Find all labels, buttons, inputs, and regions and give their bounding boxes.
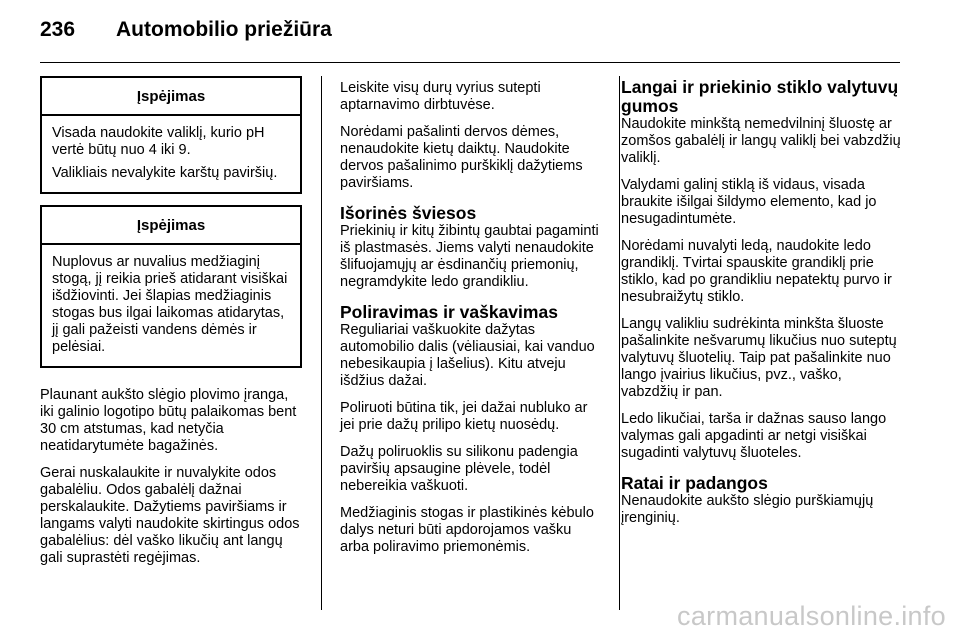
paragraph: Leiskite visų durų vyrius sutepti aptarnavimo dirbtuvėse. xyxy=(340,80,541,113)
page-title: Automobilio priežiūra xyxy=(116,18,332,41)
section-polishing xyxy=(340,303,602,556)
paragraph: Langų valikliu sudrėkinta minkšta šluoste pašalinkite nešvarumų likučius nuo suteptų valytuvų šluotelių. Taip pat pašalinkite nuo lango įvairius likučius, pvz., vaško, vabzdžių ir pan. xyxy=(621,316,897,400)
column-1-text xyxy=(40,379,302,567)
header-rule xyxy=(40,62,900,63)
warning-text: Visada naudokite valiklį, kurio pH vertė būtų nuo 4 iki 9. xyxy=(52,125,265,158)
paragraph: Valydami galinį stiklą iš vidaus, visada braukite išilgai šildymo elemento, kad jo nesugadintumėte. xyxy=(621,177,877,227)
column-3 xyxy=(621,76,903,537)
paragraph: Norėdami pašalinti dervos dėmes, nenaudokite kietų daiktų. Naudokite dervos pašalinimo purškiklį dažytiems paviršiams. xyxy=(340,124,583,191)
watermark: carmanualsonline.info xyxy=(677,601,946,631)
section-heading: Ratai ir padangos xyxy=(621,473,768,493)
column-2-intro xyxy=(340,80,602,192)
column-1 xyxy=(40,76,302,577)
section-exterior-lights xyxy=(340,204,602,291)
paragraph: Medžiaginis stogas ir plastikinės kėbulo dalys neturi būti apdorojamos vašku arba poliravimo priemonėmis. xyxy=(340,505,594,555)
paragraph: Ledo likučiai, tarša ir dažnas sauso lango valymas gali apgadinti ar netgi visiškai sugadinti valytuvų šluoteles. xyxy=(621,411,887,461)
paragraph: Nenaudokite aukšto slėgio purškiamųjų įrenginių. xyxy=(621,493,874,526)
paragraph: Gerai nuskalaukite ir nuvalykite odos gabalėliu. Odos gabalėlį dažnai perskalaukite. Dažytiems paviršiams ir langams valyti naudokite skirtingus odos gabalėlius: dėl vaško likučių ant langų gali suprastėti regėjimas. xyxy=(40,465,300,566)
warning-box-roof xyxy=(40,205,302,368)
warning-body xyxy=(42,116,300,192)
warning-title: Įspėjimas xyxy=(42,78,300,116)
column-2 xyxy=(340,76,602,566)
paragraph: Dažų poliruoklis su silikonu padengia paviršių apsaugine plėvele, todėl nebereikia vaškuoti. xyxy=(340,444,578,494)
section-heading: Poliravimas ir vaškavimas xyxy=(340,302,558,322)
warning-box-ph xyxy=(40,76,302,194)
paragraph: Norėdami nuvalyti ledą, naudokite ledo grandiklį. Tvirtai spauskite grandiklį prie stiklo, kad po grandikliu nepatektų purvo ir nesubraižytų stiklo. xyxy=(621,238,892,305)
column-divider-2 xyxy=(619,76,620,610)
section-heading: Išorinės šviesos xyxy=(340,203,477,223)
warning-text: Valikliais nevalykite karštų paviršių. xyxy=(52,165,278,181)
page-header xyxy=(40,18,332,42)
paragraph: Priekinių ir kitų žibintų gaubtai pagaminti iš plastmasės. Jiems valyti nenaudokite šlifuojamųjų ar ėsdinančių priemonių, negramdykite ledo grandikliu. xyxy=(340,223,599,290)
paragraph: Poliruoti būtina tik, jei dažai nubluko ar jei prie dažų prilipo kietų nuosėdų. xyxy=(340,400,588,433)
warning-text: Nuplovus ar nuvalius medžiaginį stogą, jį reikia prieš atidarant visiškai išdžiovinti. Jei šlapias medžiaginis stogas bus ilgai laikomas atidarytas, jį gali pažeisti vandens dėmės ir pelėsiai. xyxy=(52,254,288,355)
paragraph: Naudokite minkštą nemedvilninį šluostę ar zomšos gabalėlį ir langų valiklį bei vabzdžių valiklį. xyxy=(621,116,901,166)
warning-body xyxy=(42,245,300,366)
paragraph: Reguliariai vaškuokite dažytas automobilio dalis (vėliausiai, kai vanduo nebesikaupia į lašelius). Kitu atveju išdžius dažai. xyxy=(340,322,595,389)
paragraph: Plaunant aukšto slėgio plovimo įranga, iki galinio logotipo būtų palaikomas bent 30 cm atstumas, kad netyčia neatidarytumėte bagažinės. xyxy=(40,387,297,454)
warning-title: Įspėjimas xyxy=(42,207,300,245)
section-wheels-tyres xyxy=(621,474,903,527)
column-divider-1 xyxy=(321,76,322,610)
section-heading: Langai ir priekinio stiklo valytuvų gumos xyxy=(621,77,899,116)
section-windows-wipers xyxy=(621,78,903,462)
page-number: 236 xyxy=(40,18,76,41)
